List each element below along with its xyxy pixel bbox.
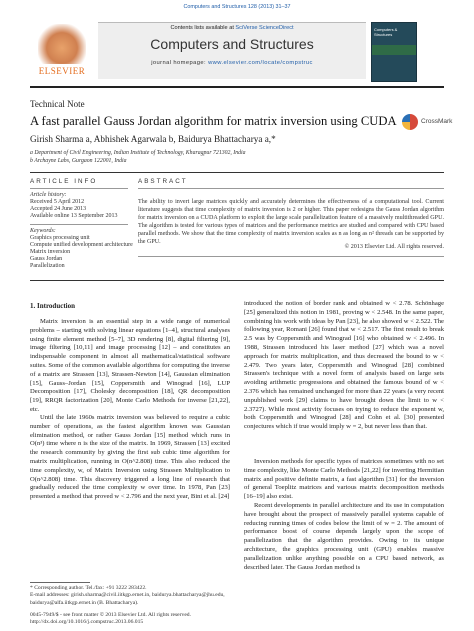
keyword-item: Graphics processing unit [30,235,90,241]
affiliation-a: a Department of Civil Engineering, Indian Institute of Technology, Kharagpur 721302, India [30,150,246,156]
history-accepted: Accepted 24 June 2013 [30,206,87,212]
doi-link[interactable]: http://dx.doi.org/10.1016/j.compstruc.2013.06.015 [30,619,144,625]
left-column-paragraph: Matrix inversion is an essential step in a wide range of numerical problems – starting with solving linear equations [1–4], structural analyses using finite element method [5–7], 3D rendering [8], digital filtering [9], image filtering [10,11] and image processing [12] – and constitutes an indispensable component in almost all mathematical/statistical software suites. Some of the common available algorithms for computing the inverse of a matrix are Strassen [13], Strassen-Newton [14], Gaussian elimination [15], Gauss–Jordan [15], Coppersmith and Winograd [16], LUP Decomposition [17], Cholesky decomposition [18], QR decomposition [19], RRQR factorization [20], Monte Carlo Methods for inverse [21,22], etc. [30,318,230,413]
corresponding-author-note: * Corresponding author. Tel./fax: +91 3222 283422. [30,585,147,591]
article-type: Technical Note [30,99,85,109]
elsevier-tree-icon [38,24,86,64]
journal-cover-thumbnail[interactable] [371,22,417,82]
author-list: Girish Sharma a, Abhishek Agarwala b, Baidurya Bhattacharya a,* [30,134,276,144]
crossmark-badge[interactable] [402,114,462,134]
history-received: Received 5 April 2012 [30,199,85,205]
abstract-copyright: © 2013 Elsevier Ltd. All rights reserved. [344,244,444,250]
abstract-heading: ABSTRACT [138,178,188,185]
keyword-item: Matrix inversion [30,249,71,255]
sciencedirect-link[interactable]: SciVerse ScienceDirect [235,25,294,31]
abstract-divider [138,188,444,189]
journal-header-band [98,22,366,79]
keyword-item: Gauss Jordan [30,256,63,262]
homepage-prefix: journal homepage: [151,60,209,66]
right-column-paragraph: Recent developments in parallel architecture and its use in computation have brought about the prospect of massively parallel systems capable of reducing running times of codes below the limit of w = 2. The amount of performance boost of course depends largely upon the scope of parallelization that the algorithm provides. Owing to its unique architecture, the graphics processing unit (GPU) enables massive parallelization unlike anything possible on a CPU based network, as described later. The Gauss Jordan method is [244,502,444,571]
history-label: Article history: [30,192,67,198]
keyword-item: Compute unified development architecture [30,242,133,248]
abstract-bottom-divider [138,256,444,257]
history-online: Available online 13 September 2013 [30,213,118,219]
cover-title: Computers & Structures [374,27,398,37]
journal-title: Computers and Structures [150,36,314,52]
crossmark-icon [402,114,418,130]
affiliation-b: b Archayne Labs, Gurgaon 122001, India [30,158,127,164]
email-addresses[interactable]: E-mail addresses: girish.sharma@civil.iitkgp.ernet.in, baidurya.bhattacharya@jhu.edu, baidurya@alfa.iitkgp.ernet.in (B. Bhattacharya). [30,592,225,606]
keywords-divider [30,224,128,225]
header-divider [30,86,444,88]
contents-prefix: Contents lists available at [170,25,236,31]
footnote-divider [30,582,90,583]
section-heading-introduction: 1. Introduction [30,302,75,310]
homepage-line [98,60,366,66]
info-top-divider [30,172,444,173]
journal-masthead [30,22,450,82]
keyword-item: Parallelization [30,263,65,269]
cover-stripe [372,45,416,55]
right-column-paragraph: introduced the notion of border rank and obtained w < 2.78. Schönhage [25] generalized this notion in 1981, proving w < 2.548. In the same paper, combining his work with ideas by Pan [23], he also showed w < 2.522. The following year, Romani [26] found that w < 2.517. The first result to break 2.5 was by Coppersmith and Winograd [16] who obtained w < 2.496. In 1988, Strassen introduced his laser method [27] which was a novel approach for matrix multiplication, and thus decreased the bound to w < 2.479. Two years later, Coppersmith and Winograd [28] combined Strassen's technique with a novel form of analysis based on large sets avoiding arithmetic progressions and obtained the famous bound of w < 2.376 which has remained unchanged for more than 22 years (a very recent unpublished work [29] claims to have brought down the limit to w < 2.3727). While most activity focuses on trying to reduce the exponent w, both Coppersmith and Winograd [28] and Cohn et al. [30] presented conjectures which if true would imply w = 2, but never less than that. [244,300,444,431]
journal-citation[interactable]: Computers and Structures 128 (2013) 31–37 [183,4,291,10]
elsevier-wordmark: ELSEVIER [38,66,86,76]
paper-title: A fast parallel Gauss Jordan algorithm for matrix inversion using CUDA [30,114,397,128]
homepage-link[interactable]: www.elsevier.com/locate/compstruc [208,60,313,66]
right-column-paragraph: Inversion methods for specific types of matrices sometimes with no set time complexity, like Monte Carlo Methods [21,22] for inverting Hermitian matrix and positive definite matrix, a fast algorithm [31] for the inversion of general Toeplitz matrices and various matrix decomposition methods [16–19] also exist. [244,458,444,501]
article-info-heading: ARTICLE INFO [30,178,98,185]
article-info-divider [30,188,128,189]
crossmark-label: CrossMark [421,118,453,125]
front-matter-line: 0045-7949/$ - see front matter © 2013 Elsevier Ltd. All rights reserved. [30,612,191,618]
contents-line [98,25,366,31]
body-top-divider [30,280,444,281]
keywords-label: Keywords: [30,228,56,234]
abstract-text: The ability to invert large matrices quickly and accurately determines the effectiveness of a computational tool. Current literature suggests that time complexity of matrix inversion is 2 or higher. This paper redesigns the Gauss Jordan algorithm for matrix inversion on a CUDA platform to exploit the large scale parallelization feature of a massively multithreaded GPU. The algorithm is tested for various types of matrices and the performance metrics are studied and compared with CPU based parallel methods. We show that the time complexity of matrix inversion scales as n as long as n² threads can be supported by the GPU. [138,199,444,245]
elsevier-logo[interactable] [30,22,94,78]
left-column-paragraph: Until the late 1960s matrix inversion was believed to require a cubic number of operations, as the fastest algorithm known was Gaussian elimination method, or rather Gauss Jordan [15] method which runs in O(n³) time where n is the size of the matrix. In 1969, Strassen [13] excited the research community by giving the first sub cubic time algorithm for matrix multiplication, running in O(n^2.808) time. This also reduced the time complexity, w, of Matrix Inversion using Strassen Multiplication to O(n^2.808) time. This discovery triggered a long line of research that gradually reduced the time complexity w over time. In 1978, Pan [23] presented a method that proved w < 2.796 and the next year, Bini et al. [24] [30,414,230,501]
